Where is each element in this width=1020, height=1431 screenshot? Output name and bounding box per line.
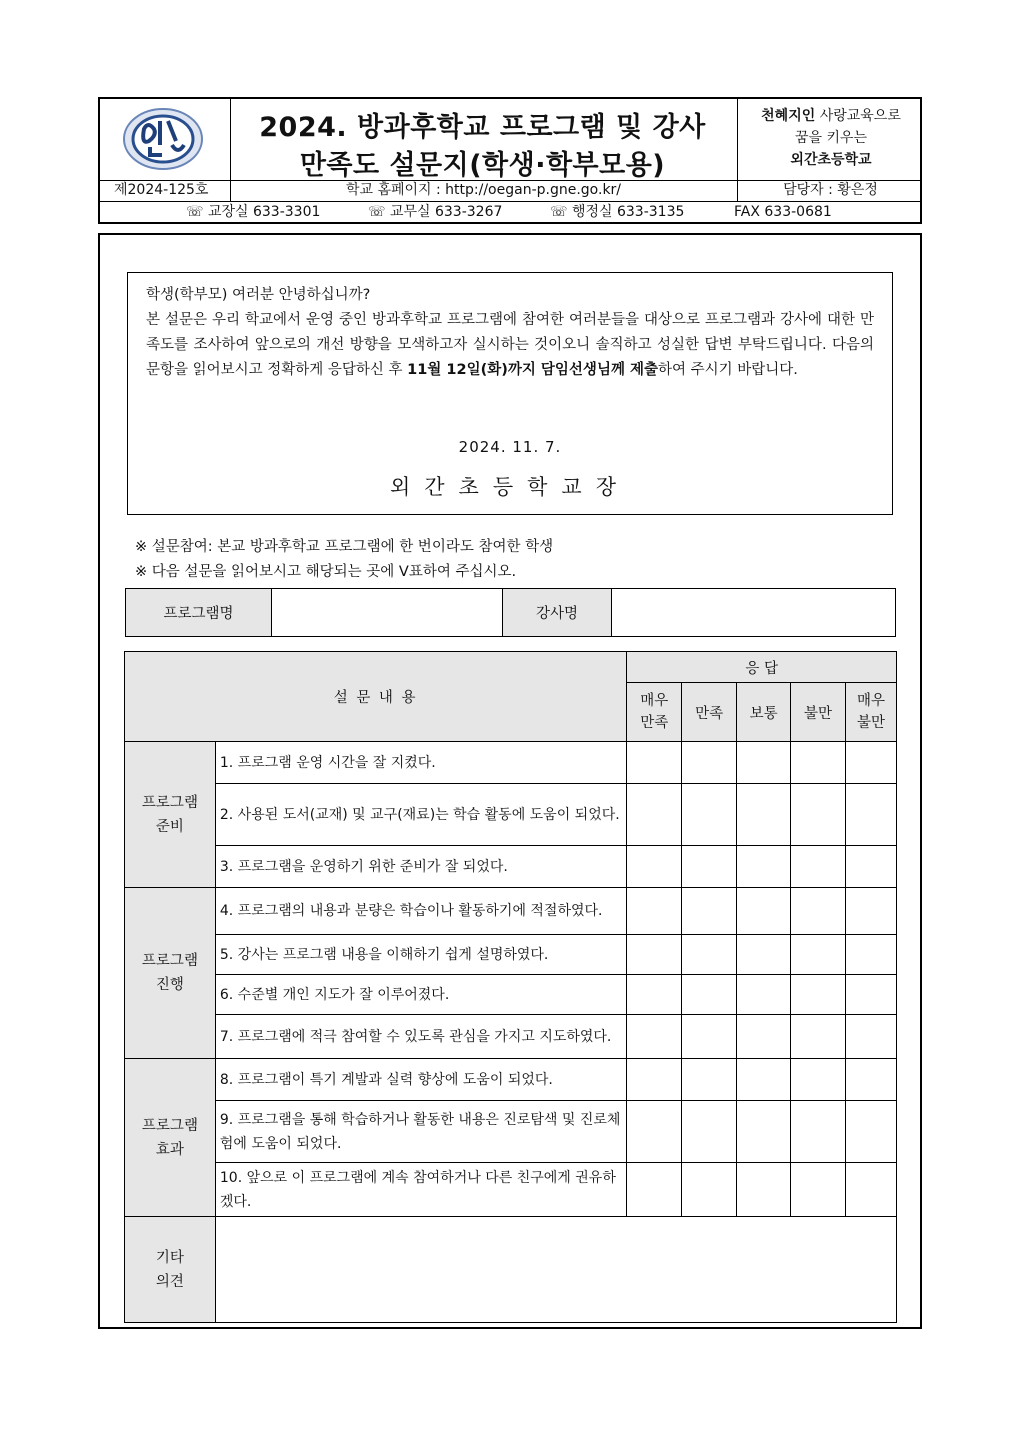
response-dissatisfied: 불만 xyxy=(791,683,846,742)
answer-cell[interactable] xyxy=(737,935,791,975)
table-row xyxy=(125,1163,897,1217)
doc-number: 제2024-125호 xyxy=(114,182,209,198)
question-6: 6. 수준별 개인 지도가 잘 이루어졌다. xyxy=(215,975,626,1015)
motto-bold: 천혜지인 xyxy=(761,108,816,124)
content-header: 설 문 내 용 xyxy=(125,652,627,742)
answer-cell[interactable] xyxy=(682,1163,737,1217)
answer-cell[interactable] xyxy=(682,742,737,784)
fax-number: FAX 633-0681 xyxy=(734,204,832,220)
table-row xyxy=(125,888,897,935)
question-2: 2. 사용된 도서(교재) 및 교구(재료)는 학습 활동에 도움이 되었다. xyxy=(215,784,626,846)
teacher-name-label: 강사명 xyxy=(503,589,612,637)
program-name-field[interactable] xyxy=(272,589,503,637)
phone-principal: ☏ 교장실 633-3301 xyxy=(186,204,321,220)
answer-cell[interactable] xyxy=(737,888,791,935)
answer-cell[interactable] xyxy=(846,1101,897,1163)
question-7: 7. 프로그램에 적극 참여할 수 있도록 관심을 가지고 지도하였다. xyxy=(215,1015,626,1059)
answer-cell[interactable] xyxy=(627,888,682,935)
response-header: 응 답 xyxy=(627,652,897,683)
question-4: 4. 프로그램의 내용과 분량은 학습이나 활동하기에 적절하였다. xyxy=(215,888,626,935)
answer-cell[interactable] xyxy=(682,784,737,846)
category-preparation: 프로그램 준비 xyxy=(125,742,216,888)
table-row xyxy=(125,1101,897,1163)
answer-cell[interactable] xyxy=(682,1101,737,1163)
program-info-table xyxy=(125,588,896,637)
answer-cell[interactable] xyxy=(627,742,682,784)
question-8: 8. 프로그램이 특기 계발과 실력 향상에 도움이 되었다. xyxy=(215,1059,626,1101)
answer-cell[interactable] xyxy=(627,1163,682,1217)
issue-date: 2024. 11. 7. xyxy=(458,438,562,456)
answer-cell[interactable] xyxy=(791,1059,846,1101)
table-row xyxy=(125,1015,897,1059)
phone-teachers: ☏ 교무실 633-3267 xyxy=(368,204,503,220)
other-comments-label: 기타 의견 xyxy=(125,1217,216,1323)
answer-cell[interactable] xyxy=(737,975,791,1015)
question-3: 3. 프로그램을 운영하기 위한 준비가 잘 되었다. xyxy=(215,846,626,888)
answer-cell[interactable] xyxy=(737,1059,791,1101)
answer-cell[interactable] xyxy=(682,1059,737,1101)
answer-cell[interactable] xyxy=(846,935,897,975)
answer-cell[interactable] xyxy=(846,1059,897,1101)
intro-deadline: 11월 12일(화)까지 담임선생님께 제출 xyxy=(407,362,659,378)
answer-cell[interactable] xyxy=(846,1015,897,1059)
question-1: 1. 프로그램 운영 시간을 잘 지켰다. xyxy=(215,742,626,784)
answer-cell[interactable] xyxy=(791,1015,846,1059)
program-name-label: 프로그램명 xyxy=(126,589,272,637)
school-motto xyxy=(738,105,924,171)
greeting: 학생(학부모) 여러분 안녕하십니까? xyxy=(146,287,371,303)
table-row xyxy=(125,975,897,1015)
answer-cell[interactable] xyxy=(627,846,682,888)
table-row xyxy=(125,1217,897,1323)
answer-cell[interactable] xyxy=(682,935,737,975)
answer-cell[interactable] xyxy=(846,742,897,784)
answer-cell[interactable] xyxy=(791,846,846,888)
note-participation: ※ 설문참여: 본교 방과후학교 프로그램에 한 번이라도 참여한 학생 xyxy=(135,539,554,555)
answer-cell[interactable] xyxy=(846,784,897,846)
answer-cell[interactable] xyxy=(682,975,737,1015)
answer-cell[interactable] xyxy=(627,784,682,846)
answer-cell[interactable] xyxy=(846,888,897,935)
intro-text-2: 하여 주시기 바랍니다. xyxy=(658,362,798,378)
response-very-satisfied: 매우 만족 xyxy=(627,683,682,742)
intro-text-1: 본 설문은 우리 학교에서 운영 중인 방과후학교 프로그램에 참여한 여러분들을 대상으로 프로그램과 강사에 대한 만족도를 조사하여 앞으로의 개선 방향을 모색하고자 실시하는 것이오니 솔직하고 성실한 답변 부탁드립니다. 다음의 문항을 읽어보시고 정확하게 응답하신 후 xyxy=(146,312,874,378)
answer-cell[interactable] xyxy=(791,1101,846,1163)
response-satisfied: 만족 xyxy=(682,683,737,742)
homepage-url: 학교 홈페이지 : http://oegan-p.gne.go.kr/ xyxy=(345,182,622,198)
response-neutral: 보통 xyxy=(737,683,791,742)
school-name: 외간초등학교 xyxy=(790,152,872,168)
answer-cell[interactable] xyxy=(737,1101,791,1163)
answer-cell[interactable] xyxy=(737,846,791,888)
answer-cell[interactable] xyxy=(791,784,846,846)
answer-cell[interactable] xyxy=(846,846,897,888)
title-line-2: 만족도 설문지(학생·학부모용) xyxy=(299,150,666,181)
answer-cell[interactable] xyxy=(846,975,897,1015)
intro-paragraph xyxy=(146,308,874,383)
teacher-name-field[interactable] xyxy=(612,589,896,637)
phone-admin: ☏ 행정실 633-3135 xyxy=(550,204,685,220)
answer-cell[interactable] xyxy=(737,784,791,846)
document-header xyxy=(98,97,922,224)
table-row xyxy=(125,846,897,888)
answer-cell[interactable] xyxy=(627,1015,682,1059)
school-logo-icon xyxy=(122,107,204,171)
table-row xyxy=(125,1059,897,1101)
title-line-1: 2024. 방과후학교 프로그램 및 강사 xyxy=(259,112,706,143)
answer-cell[interactable] xyxy=(682,846,737,888)
other-comments-field[interactable] xyxy=(215,1217,896,1323)
answer-cell[interactable] xyxy=(791,935,846,975)
intro-box xyxy=(127,272,893,515)
motto-rest: 사랑교육으로 xyxy=(815,108,901,124)
answer-cell[interactable] xyxy=(791,1163,846,1217)
answer-cell[interactable] xyxy=(627,975,682,1015)
question-10: 10. 앞으로 이 프로그램에 계속 참여하거나 다른 친구에게 권유하겠다. xyxy=(215,1163,626,1217)
answer-cell[interactable] xyxy=(737,1163,791,1217)
note-instruction: ※ 다음 설문을 읽어보시고 해당되는 곳에 V표하여 주십시오. xyxy=(135,564,517,580)
motto-line-2: 꿈을 키우는 xyxy=(794,130,868,146)
table-row xyxy=(125,935,897,975)
answer-cell[interactable] xyxy=(627,935,682,975)
table-row xyxy=(125,784,897,846)
principal-signature: 외간초등학교장 xyxy=(389,475,630,499)
answer-cell[interactable] xyxy=(627,1059,682,1101)
answer-cell[interactable] xyxy=(791,975,846,1015)
answer-cell[interactable] xyxy=(737,1015,791,1059)
answer-cell[interactable] xyxy=(846,1163,897,1217)
answer-cell[interactable] xyxy=(737,742,791,784)
answer-cell[interactable] xyxy=(791,742,846,784)
survey-table xyxy=(124,651,897,1323)
category-progress: 프로그램 진행 xyxy=(125,888,216,1059)
answer-cell[interactable] xyxy=(791,888,846,935)
answer-cell[interactable] xyxy=(682,1015,737,1059)
category-effect: 프로그램 효과 xyxy=(125,1059,216,1217)
table-row xyxy=(125,742,897,784)
response-very-dissatisfied: 매우 불만 xyxy=(846,683,897,742)
question-5: 5. 강사는 프로그램 내용을 이해하기 쉽게 설명하였다. xyxy=(215,935,626,975)
answer-cell[interactable] xyxy=(627,1101,682,1163)
question-9: 9. 프로그램을 통해 학습하거나 활동한 내용은 진로탐색 및 진로체험에 도움이 되었다. xyxy=(215,1101,626,1163)
manager-name: 담당자 : 황은정 xyxy=(783,182,878,198)
answer-cell[interactable] xyxy=(682,888,737,935)
